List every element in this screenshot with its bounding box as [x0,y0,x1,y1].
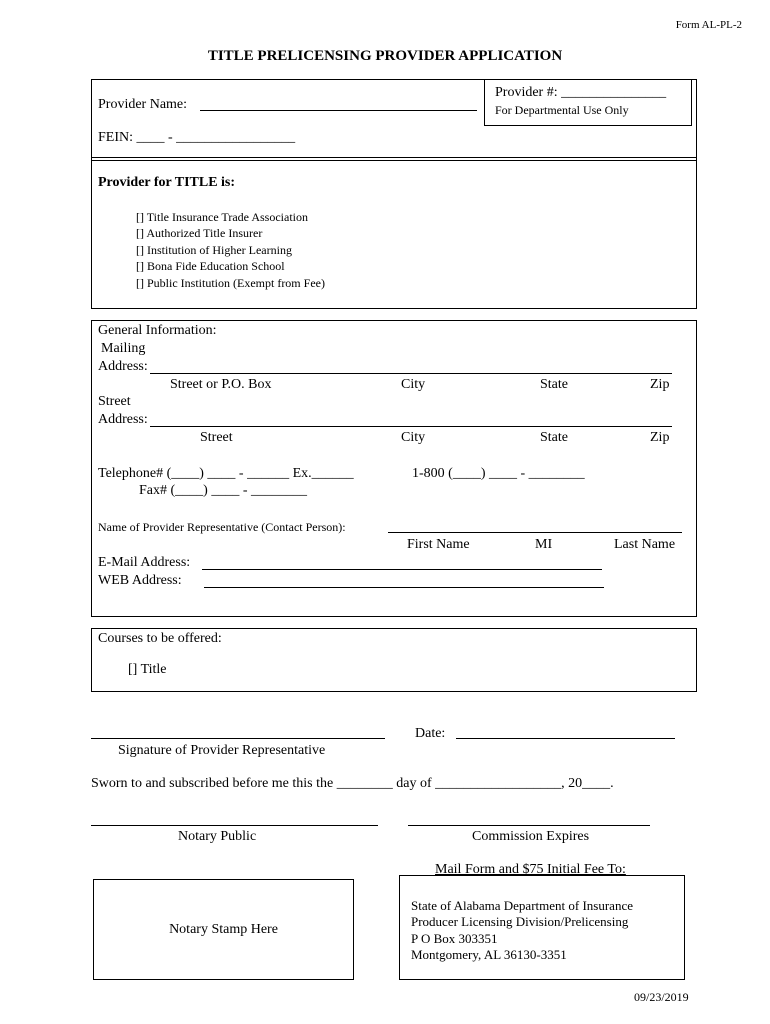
provider-name-field[interactable] [200,110,477,111]
mailing-col-city: City [401,377,426,392]
street-address-field[interactable] [150,426,672,427]
street-col-state: State [540,430,568,445]
commission-field[interactable] [408,825,650,826]
mailing-address-field[interactable] [150,373,672,374]
rep-col-mi: MI [535,537,553,552]
provider-box-bottom [91,157,697,158]
mailing-col-street: Street or P.O. Box [170,377,272,392]
street-col-zip: Zip [650,430,670,445]
page-title: TITLE PRELICENSING PROVIDER APPLICATION [207,48,563,64]
provider-number-label: Provider #: _______________ [495,85,667,100]
email-field[interactable] [202,569,602,570]
provider-type-heading: Provider for TITLE is: [98,175,236,190]
mailing-address-label: Address: [98,359,148,374]
mailing-col-zip: Zip [650,377,670,392]
web-field[interactable] [204,587,604,588]
notary-field[interactable] [91,825,378,826]
notary-label: Notary Public [178,829,257,844]
telephone-field[interactable]: Telephone# (____) ____ - ______ Ex.______ [98,466,354,481]
street-col-street: Street [200,430,233,445]
course-title-option[interactable]: [] Title [128,662,167,677]
street-address-label: Address: [98,412,148,427]
option-higher-learning[interactable]: [] Institution of Higher Learning [136,243,292,257]
date-field[interactable] [456,738,675,739]
street-col-city: City [401,430,426,445]
notary-stamp-label: Notary Stamp Here [169,922,278,937]
option-authorized-insurer[interactable]: [] Authorized Title Insurer [136,226,263,240]
street-label: Street [98,394,131,409]
fax-field[interactable]: Fax# (____) ____ - ________ [139,483,307,498]
departmental-use-note: For Departmental Use Only [495,103,629,117]
fein-field[interactable]: FEIN: ____ - _________________ [98,130,296,145]
general-info-heading: General Information: [98,323,217,338]
mail-line-3: P O Box 303351 [411,931,498,946]
toll-free-field[interactable]: 1-800 (____) ____ - ________ [412,466,585,481]
rep-col-first: First Name [407,537,470,552]
mail-line-1: State of Alabama Department of Insurance [411,898,633,913]
footer-date: 09/23/2019 [634,990,689,1004]
mailing-col-state: State [540,377,568,392]
signature-label: Signature of Provider Representative [118,743,326,758]
option-trade-association[interactable]: [] Title Insurance Trade Association [136,210,308,224]
rep-col-last: Last Name [614,537,676,552]
option-education-school[interactable]: [] Bona Fide Education School [136,259,285,273]
web-label: WEB Address: [98,573,182,588]
mail-heading: Mail Form and $75 Initial Fee To: [435,862,626,877]
courses-heading: Courses to be offered: [98,631,222,646]
email-label: E-Mail Address: [98,555,191,570]
rep-name-field[interactable] [388,532,682,533]
mail-line-2: Producer Licensing Division/Prelicensing [411,914,629,929]
mailing-label: Mailing [101,341,146,356]
rep-name-label: Name of Provider Representative (Contact Person): [98,520,346,534]
sworn-statement: Sworn to and subscribed before me this the ________ day of __________________, 20____. [91,776,614,791]
form-id: Form AL-PL-2 [675,19,742,31]
signature-field[interactable] [91,738,385,739]
commission-label: Commission Expires [472,829,590,844]
mail-line-4: Montgomery, AL 36130-3351 [411,947,567,962]
provider-name-label: Provider Name: [98,97,188,112]
date-label: Date: [415,726,446,741]
option-public-institution[interactable]: [] Public Institution (Exempt from Fee) [136,276,325,290]
